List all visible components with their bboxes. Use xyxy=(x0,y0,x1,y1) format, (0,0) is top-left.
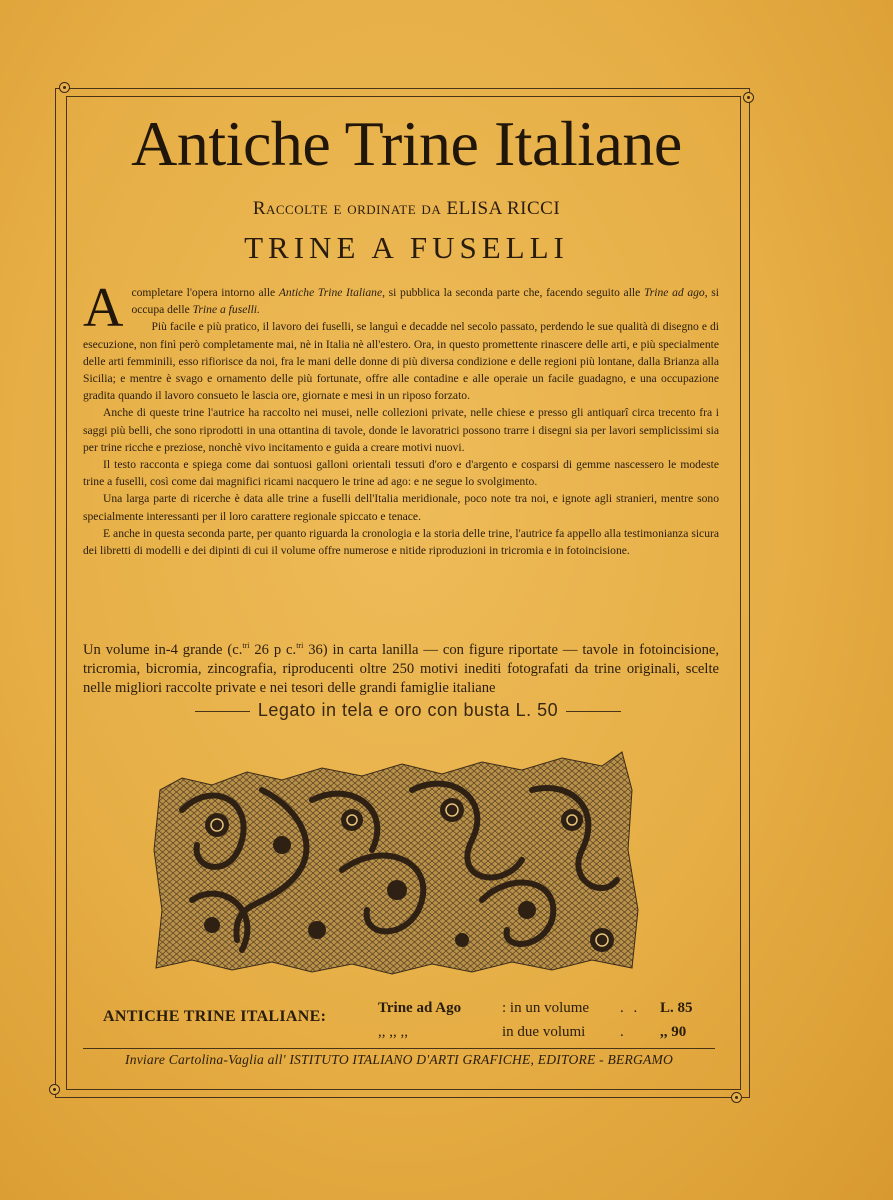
corner-ornament-icon xyxy=(743,92,754,103)
subtitle-prefix: Raccolte e ordinate da xyxy=(252,198,442,219)
text-run: si occupa delle xyxy=(131,286,719,317)
text-run: 36) in carta lanilla — con figure riportate — tavole in fotoincisione, tricromia, bicromia, zincografia, riproducenti oltre 250 motivi inediti fotografati da trine originali, scelte nelle migliori raccolte private e nei tesori delle grandi famiglie italiane xyxy=(83,641,720,696)
divider xyxy=(83,1048,715,1049)
divider xyxy=(195,711,250,712)
author-name: ELISA RICCI xyxy=(446,198,561,219)
price-row xyxy=(378,996,710,1020)
series-label: ANTICHE TRINE ITALIANE: xyxy=(103,1008,327,1025)
corner-ornament-icon xyxy=(49,1084,60,1095)
text-run: completare l'opera intorno alle xyxy=(131,286,279,299)
price-volumes: : in un volume xyxy=(502,1000,590,1016)
superscript: tri xyxy=(242,641,250,650)
volume-description xyxy=(83,636,719,698)
price-volumes: in due volumi xyxy=(502,1024,586,1040)
paragraph-5: Una larga parte di ricerche è data alle trine a fuselli dell'Italia meridionale, poco note tra noi, e ignote agli stranieri, mentre sono specialmente interessanti per il loro carattere regionale spiccato e tenace. xyxy=(83,492,719,523)
binding-price xyxy=(150,700,666,721)
price-dots: . xyxy=(620,1024,627,1040)
paragraph-2: Più facile e più pratico, il lavoro dei fuselli, se languì e decadde nel secolo passato, perdendo le sue qualità di disegno e di esecuzione, non finì però completamente mai, nè in Italia nè all'estero. Ora, in questo promettente rinascere delle arti, e più specialmente delle arti femminili, esso rifiorisce da noi, fra le mani delle donne di più diversa condizione e delle regioni più lontane, dalla Brianza alla Sicilia; e mentre è svago e ornamento delle più fortunate, offre alle contadine e alle operaie un facile guadagno, e una occupazione gradita quando il lavoro consueto le lascia ore, giornate e mesi in un riposo forzato. xyxy=(83,320,719,403)
lace-illustration xyxy=(152,750,642,975)
price-value: L. 85 xyxy=(660,1000,693,1016)
publisher-footer: Inviare Cartolina-Vaglia all' ISTITUTO ITALIANO D'ARTI GRAFICHE, EDITORE - BERGAMO xyxy=(124,1052,674,1067)
divider xyxy=(566,711,621,712)
corner-ornament-icon xyxy=(731,1092,742,1103)
superscript: tri xyxy=(296,641,304,650)
price-value: ,, 90 xyxy=(660,1024,687,1040)
section-title: TRINE A FUSELLI xyxy=(244,230,569,265)
price-dots: . . xyxy=(620,1000,641,1016)
italic-title: Trine a fuselli. xyxy=(192,303,260,317)
price-row xyxy=(378,1020,710,1044)
corner-ornament-icon xyxy=(59,82,70,93)
paragraph-3: Anche di queste trine l'autrice ha raccolto nei musei, nelle collezioni private, nelle chiese e presso gli antiquarî circa trecento fra i saggi più belli, che sono riprodotti in una ottantina di tavole, donde le lavoratrici possono trarre i disegni sia per lavori semplicissimi sia per trine ricche e preziose, nonchè vivo incitamento e guida a creare motivi nuovi. xyxy=(83,406,719,454)
page-title: Antiche Trine Italiane xyxy=(131,108,682,179)
text-run: 26 p c. xyxy=(249,641,297,658)
paragraph-6: E anche in questa seconda parte, per quanto riguarda la cronologia e la storia delle trine, l'autrice fa appello alla testimonianza sicura dei libretti di modelli e dei dipinti di cui il volume offre numerose e nitide riproduzioni in tricromia e in fotoincisione. xyxy=(83,526,719,558)
text-run: si pubblica la seconda parte che, facendo seguito alle xyxy=(385,286,644,299)
price-item: Trine ad Ago xyxy=(378,1000,462,1016)
price-item: ,, ,, ,, xyxy=(378,1024,408,1040)
binding-text: Legato in tela e oro con busta L. 50 xyxy=(257,700,559,720)
text-run: Un volume in-4 grande (c. xyxy=(83,641,243,658)
italic-title: Antiche Trine Italiane, xyxy=(278,286,385,299)
price-list xyxy=(378,996,710,1044)
paragraph-1 xyxy=(83,277,719,339)
description-text xyxy=(83,277,719,559)
subtitle xyxy=(70,198,743,220)
drop-cap: A xyxy=(83,277,124,339)
italic-title: Trine ad ago, xyxy=(643,286,708,299)
paragraph-4: Il testo racconta e spiega come dai sontuosi galloni orientali tessuti d'oro e d'argento e cosparsi di gemme nascessero le modeste trine a fuselli, così come dai magnifici ricami nacquero le trine ad ago: e ne segue lo svolgimento. xyxy=(83,458,719,489)
